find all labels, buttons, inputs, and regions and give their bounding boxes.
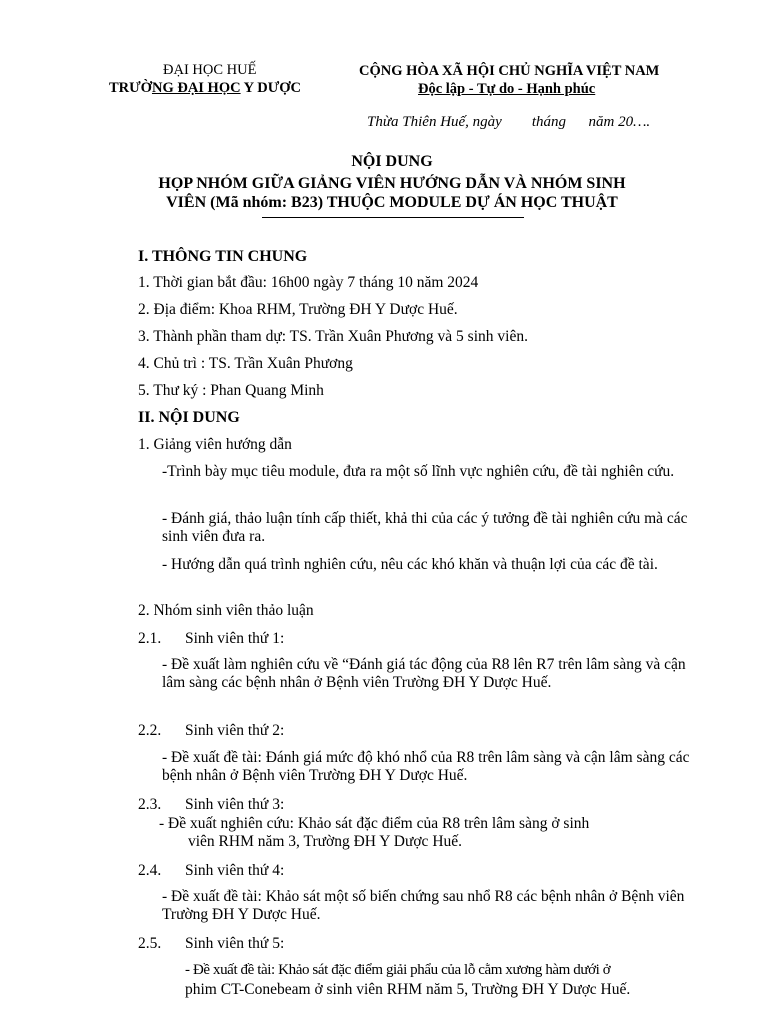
info-item: 1. Thời gian bắt đầu: 16h00 ngày 7 tháng 10 năm 2024 [138,274,479,291]
student-proposal: - Đề xuất đề tài: Khảo sát đặc điểm giải phẩu của lỗ cằm xương hàm dưới ở [185,962,611,978]
doc-title-line3: VIÊN (Mã nhóm: B23) THUỘC MODULE DỰ ÁN HỌC THUẬT [166,194,618,211]
student-label: Sinh viên thứ 2: [185,722,285,739]
student-proposal: - Đề xuất nghiên cứu: Khảo sát đặc điểm của R8 trên lâm sàng ở sinh [159,815,590,832]
info-item: 4. Chủ trì : TS. Trần Xuân Phương [138,355,353,372]
info-item: 5. Thư ký : Phan Quang Minh [138,382,324,399]
student-proposal: - Đề xuất đề tài: Khảo sát một số biến chứng sau nhổ R8 các bệnh nhân ở Bệnh viên Trường ĐH Y Dược Huế. [162,888,685,923]
instructor-point: - Đánh giá, thảo luận tính cấp thiết, khả thi của các ý tưởng đề tài nghiên cứu mà các sinh viên đưa ra. [162,510,688,545]
student-number: 2.2. [138,722,162,739]
doc-title-line1: NỘI DUNG [351,153,433,170]
header-republic: CỘNG HÒA XÃ HỘI CHỦ NGHĨA VIỆT NAM [359,63,660,79]
instructor-point: - Hướng dẫn quá trình nghiên cứu, nêu các khó khăn và thuận lợi của các đề tài. [162,556,658,573]
student-proposal: - Đề xuất đề tài: Đánh giá mức độ khó nhổ của R8 trên lâm sàng và cận lâm sàng các bệnh nhân ở Bệnh viên Trường ĐH Y Dược Huế. [162,749,690,784]
doc-title-line2: HỌP NHÓM GIỮA GIẢNG VIÊN HƯỚNG DẪN VÀ NHÓM SINH [158,175,626,192]
header-school: TRƯỜNG ĐẠI HỌC Y DƯỢC [109,80,302,96]
section2-heading: II. NỘI DUNG [138,409,240,426]
student-number: 2.1. [138,630,162,647]
title-underline [262,217,524,218]
section1-heading: I. THÔNG TIN CHUNG [138,248,308,265]
student-proposal-cont: phim CT-Conebeam ở sinh viên RHM năm 5, Trường ĐH Y Dược Huế. [185,981,631,998]
student-number: 2.3. [138,796,162,813]
info-item: 2. Địa điểm: Khoa RHM, Trường ĐH Y Dược Huế. [138,301,458,318]
subsection-students: 2. Nhóm sinh viên thảo luận [138,602,314,619]
student-number: 2.4. [138,862,162,879]
student-proposal: - Đề xuất làm nghiên cứu về “Đánh giá tác động của R8 lên R7 trên lâm sàng và cận lâm sàng các bệnh nhân ở Bệnh viên Trường ĐH Y Dược Huế. [162,656,686,691]
student-proposal-cont: viên RHM năm 3, Trường ĐH Y Dược Huế. [188,833,463,850]
date-line: Thừa Thiên Huế, ngày tháng năm 20…. [367,114,651,130]
subsection-instructor: 1. Giảng viên hướng dẫn [138,436,292,453]
student-label: Sinh viên thứ 3: [185,796,285,813]
student-label: Sinh viên thứ 4: [185,862,285,879]
header-motto: Độc lập - Tự do - Hạnh phúc [418,81,596,97]
student-number: 2.5. [138,935,162,952]
student-label: Sinh viên thứ 5: [185,935,285,952]
header-university: ĐẠI HỌC HUẾ [163,62,257,78]
instructor-point: -Trình bày mục tiêu module, đưa ra một số lĩnh vực nghiên cứu, đề tài nghiên cứu. [162,463,675,480]
student-label: Sinh viên thứ 1: [185,630,285,647]
info-item: 3. Thành phần tham dự: TS. Trần Xuân Phương và 5 sinh viên. [138,328,528,345]
